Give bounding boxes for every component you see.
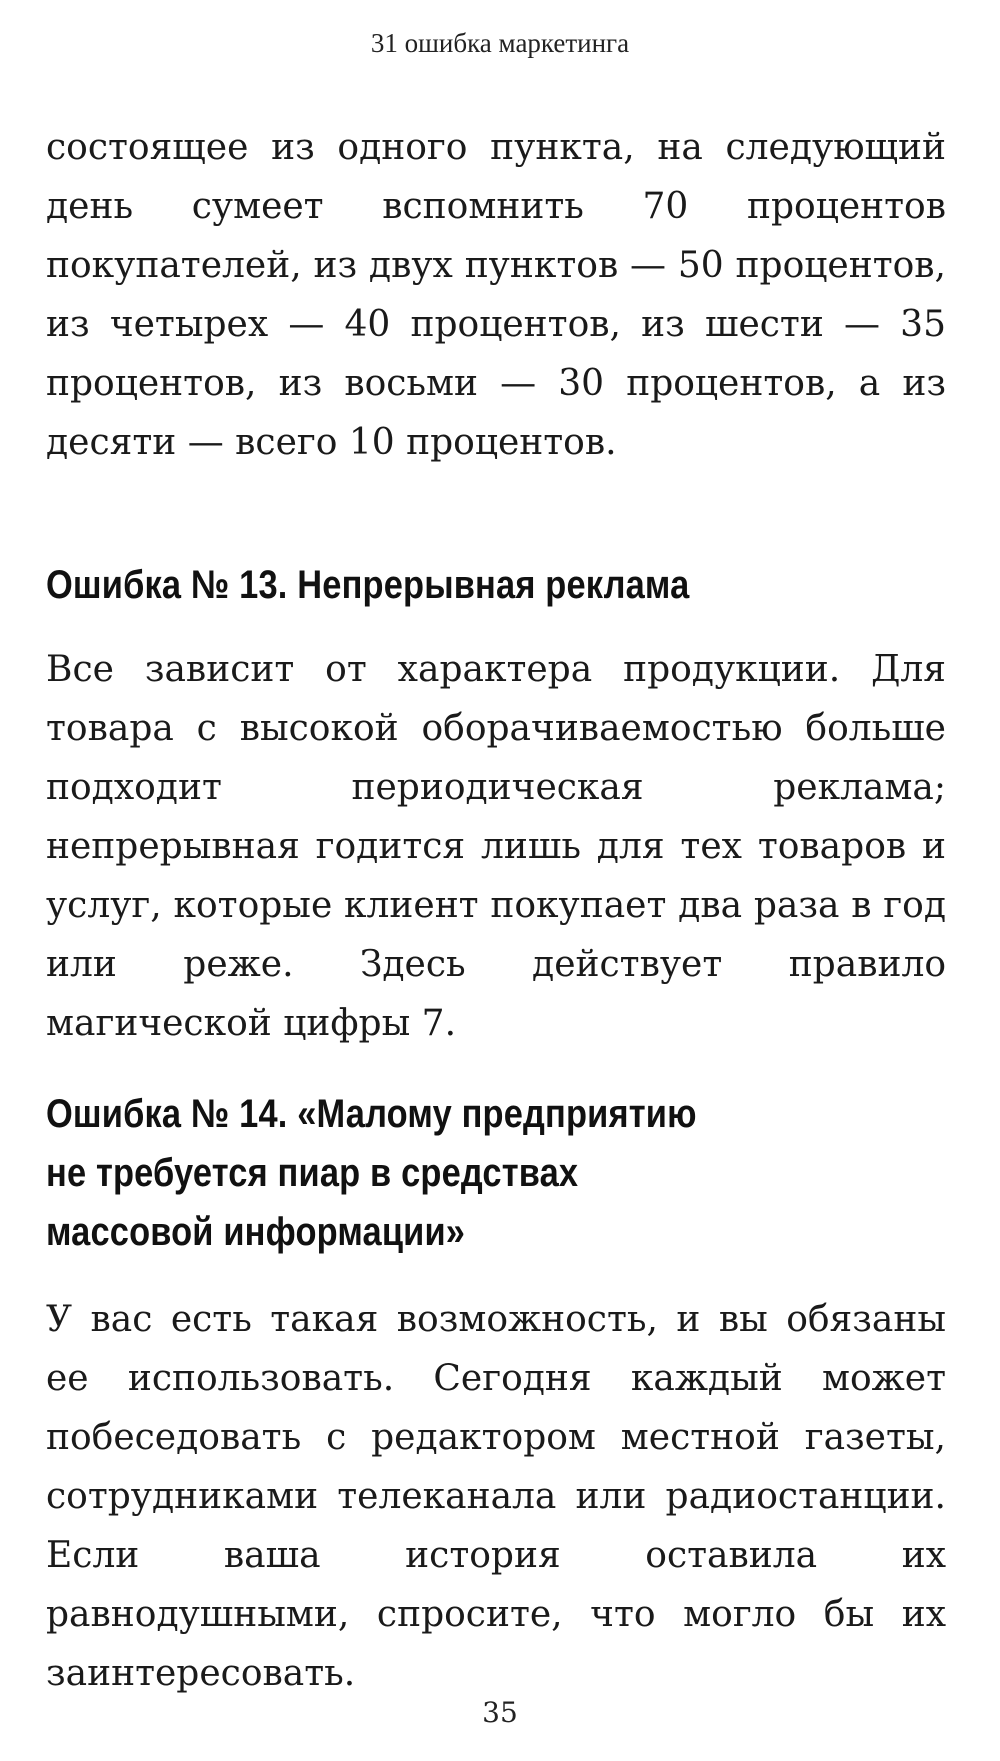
- page-number: 35: [482, 1696, 518, 1729]
- paragraph-section-13: Все зависит от характера продукции. Для товара с высокой оборачиваемостью больше подходит периодическая реклама; непрерывная годится лишь для тех товаров и услуг, которые клиент покупает два раза в год или реже. Здесь действует правило магической цифры 7.: [46, 649, 946, 1044]
- paragraph-continuation: состоящее из одного пункта, на следующий день сумеет вспомнить 70 процентов покупателей, из двух пунктов — 50 процентов, из четырех — 40 процентов, из шести — 35 процентов, из восьми — 30 процентов, а из десяти — всего 10 процентов.: [46, 127, 946, 463]
- section-heading-14: Ошибка № 14. «Малому предприятию не требуется пиар в средствах массовой информации»: [46, 1092, 697, 1254]
- paragraph-section-14: У вас есть такая возможность, и вы обязаны ее использовать. Сегодня каждый может побеседовать с редактором местной газеты, сотрудниками телеканала или радиостанции. Если ваша история оставила их равнодушными, спросите, что могло бы их заинтересовать.: [46, 1299, 946, 1694]
- running-head: 31 ошибка маркетинга: [370, 28, 630, 58]
- section-heading-13: Ошибка № 13. Непрерывная реклама: [46, 563, 690, 607]
